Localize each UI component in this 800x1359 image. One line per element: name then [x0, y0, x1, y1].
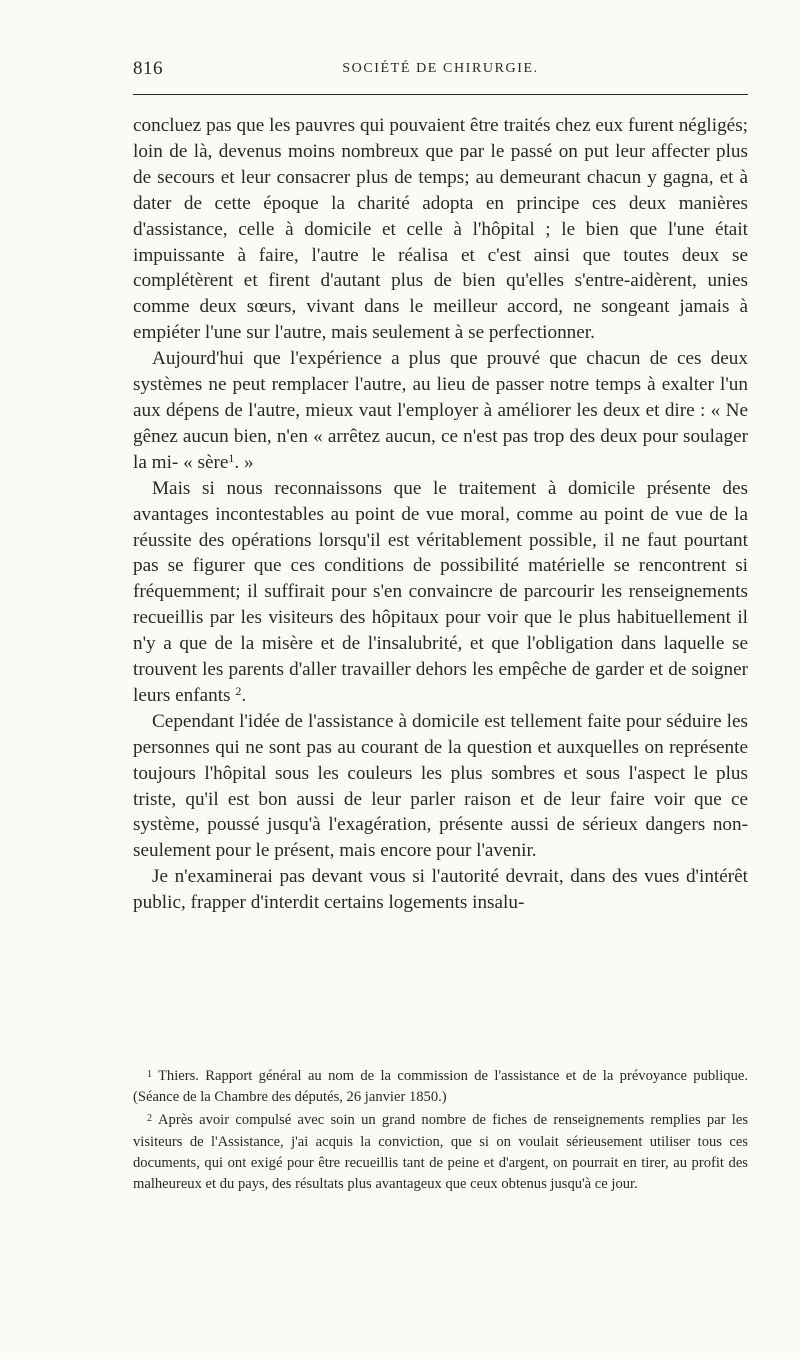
main-text	[133, 113, 748, 916]
footnotes	[133, 1064, 748, 1195]
footnote	[133, 1108, 748, 1195]
paragraph-end: .	[241, 684, 247, 706]
paragraph	[133, 476, 748, 709]
paragraph: Je n'examinerai pas devant vous si l'autorité devrait, dans des vues d'intérêt public, frapper d'interdit certains logements insalu-	[133, 866, 748, 914]
header-rule	[133, 94, 748, 95]
footnote-reference: 2	[235, 683, 242, 698]
page-header	[133, 58, 748, 88]
footnote-text: Thiers. Rapport général au nom de la commission de l'assistance et de la prévoyance publique. (Séance de la Chambre des députés, 26 janvier 1850.)	[133, 1068, 748, 1106]
paragraph-end: . »	[234, 451, 254, 473]
paragraph	[133, 346, 748, 476]
footnote-marker: 1	[147, 1069, 152, 1080]
running-head: SOCIÉTÉ DE CHIRURGIE.	[342, 61, 539, 76]
footnote-reference: 1	[228, 450, 235, 465]
footnote	[133, 1064, 748, 1108]
footnote-text: Après avoir compulsé avec soin un grand nombre de fiches de renseignements remplies par les visiteurs de l'Assistance, j'ai acquis la conviction, que si on voulait sérieusement utiliser tous ces documents, qui ont exigé pour être recueillis tant de peine et d'argent, on pourrait en tirer, au profit des malheureux et du pays, des résultats plus avantageux que ceux obtenus jusqu'à ce jour.	[133, 1112, 748, 1193]
footnote-marker: 2	[147, 1113, 152, 1125]
paragraph-text: Aujourd'hui que l'expérience a plus que prouvé que chacun de ces deux systèmes ne peut remplacer l'autre, au lieu de passer notre temps à exalter l'un aux dépens de l'autre, mieux vaut l'employer à améliorer les deux et dire : « Ne gênez aucun bien, n'en « arrêtez aucun, ce n'est pas trop des deux pour soulager la mi- « sère	[133, 348, 748, 473]
page-number: 816	[133, 58, 163, 79]
paragraph-text: Mais si nous reconnaissons que le traitement à domicile présente des avantages incontestables au point de vue moral, comme au point de vue de la réussite des opérations lorsqu'il est véritablement possible, il ne faut pourtant pas se figurer que ces conditions de possibilité matérielle se rencontrent si fréquemment; il suffirait pour s'en convaincre de parcourir les renseignements recueillis par les visiteurs des hôpitaux pour voir que le plus habituellement il n'y a que de la misère et de l'insalubrité, et que l'obligation dans laquelle se trouvent les parents d'aller travailler dehors les empêche de garder et de soigner leurs enfants	[133, 477, 748, 706]
paragraph: Cependant l'idée de l'assistance à domicile est tellement faite pour séduire les personnes qui ne sont pas au courant de la question et auxquelles on représente toujours l'hôpital sous les couleurs les plus sombres et sous l'aspect le plus triste, qu'il est bon aussi de leur parler raison et de leur faire voir que ce système, poussé jusqu'à l'exagération, présente aussi de sérieux dangers non-seulement pour le présent, mais encore pour l'avenir.	[133, 710, 748, 862]
paragraph: concluez pas que les pauvres qui pouvaient être traités chez eux furent négligés; loin de là, devenus moins nombreux que par le passé on put leur affecter plus de secours et leur consacrer plus de temps; au demeurant chacun y gagna, et à dater de cette époque la charité adopta en principe ces deux manières d'assistance, celle à domicile et celle à l'hôpital ; le bien que l'une était impuissante à faire, l'autre le réalisa et c'est ainsi que toutes deux se complétèrent et firent d'autant plus de bien qu'elles s'entre-aidèrent, unies comme deux sœurs, vivant dans le meilleur accord, ne songeant jamais à empiéter l'une sur l'autre, mais seulement à se perfectionner.	[133, 115, 748, 344]
